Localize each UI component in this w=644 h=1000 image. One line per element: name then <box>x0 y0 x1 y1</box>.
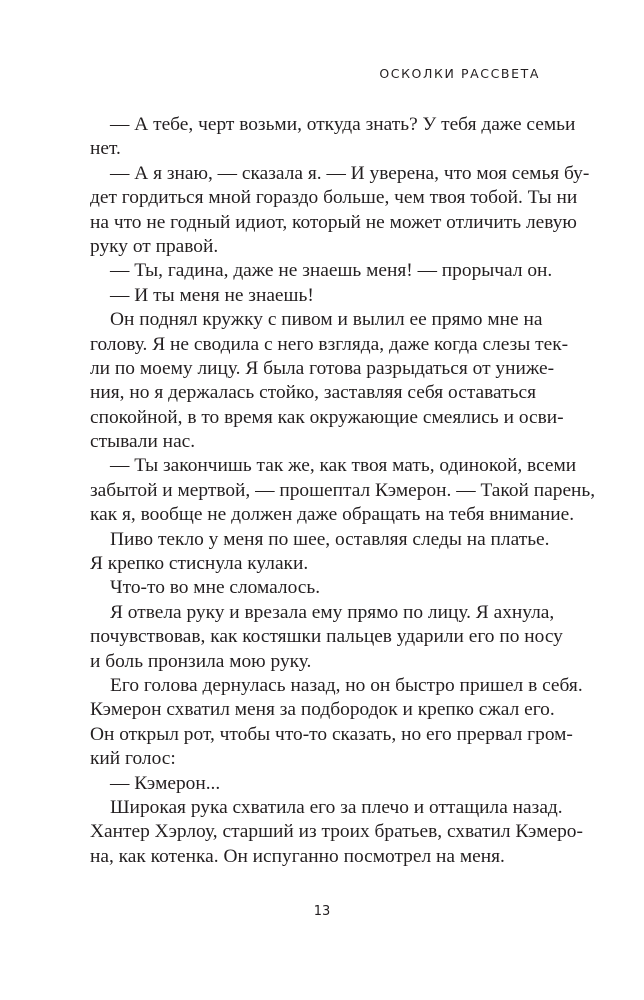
text-line: на, как котенка. Он испуганно посмотрел на меня. <box>90 845 505 867</box>
text-line: Пиво текло у меня по шее, оставляя следы на платье. <box>110 528 550 550</box>
text-line: почувствовав, как костяшки пальцев ударили его по носу <box>90 626 563 648</box>
text-line: забытой и мертвой, — прошептал Кэмерон. — Такой парень, <box>90 479 596 501</box>
text-line: голову. Я не сводила с него взгляда, даже когда слезы тек- <box>90 333 569 355</box>
text-line: руку от правой. <box>90 235 219 257</box>
text-line: кий голос: <box>90 748 176 770</box>
text-line: Он поднял кружку с пивом и вылил ее прямо мне на <box>110 309 543 331</box>
text-line: Я отвела руку и врезала ему прямо по лицу. Я ахнула, <box>110 601 555 623</box>
page-number: 13 <box>313 904 331 919</box>
text-line: и боль пронзила мою руку. <box>90 650 312 672</box>
text-line: на что не годный идиот, который не может отличить левую <box>90 211 577 233</box>
text-line: Его голова дернулась назад, но он быстро пришел в себя. <box>110 674 583 696</box>
text-line: ли по моему лицу. Я была готова разрыдаться от униже- <box>90 357 555 379</box>
text-line: нет. <box>90 138 121 160</box>
text-line: ния, но я держалась стойко, заставляя себя оставаться <box>90 382 536 404</box>
text-line: — И ты меня не знаешь! <box>110 284 314 306</box>
body-text <box>90 113 596 869</box>
text-line: спокойной, в то время как окружающие смеялись и осви- <box>90 406 564 428</box>
text-line: — Кэмерон... <box>110 772 221 794</box>
text-line: дет гордиться мной гораздо больше, чем твоя тобой. Ты ни <box>90 187 578 209</box>
text-line: стывали нас. <box>90 431 196 453</box>
text-line: Он открыл рот, чтобы что-то сказать, но его прервал гром- <box>90 723 573 745</box>
text-line: — Ты закончишь так же, как твоя мать, одинокой, всеми <box>110 455 577 477</box>
text-line: Я крепко стиснула кулаки. <box>90 553 309 575</box>
text-line: Кэмерон схватил меня за подбородок и крепко сжал его. <box>90 699 555 721</box>
text-line: Что-то во мне сломалось. <box>110 577 321 599</box>
text-line: Хантер Хэрлоу, старший из троих братьев, схватил Кэмеро- <box>90 821 583 843</box>
running-header: ОСКОЛКИ РАССВЕТА <box>379 66 540 81</box>
text-line: — А я знаю, — сказала я. — И уверена, что моя семья бу- <box>110 162 590 184</box>
text-line: как я, вообще не должен даже обращать на тебя внимание. <box>90 504 575 526</box>
text-line: Широкая рука схватила его за плечо и оттащила назад. <box>110 796 563 818</box>
text-line: — А тебе, черт возьми, откуда знать? У тебя даже семьи <box>110 114 576 135</box>
text-line: — Ты, гадина, даже не знаешь меня! — прорычал он. <box>110 260 553 282</box>
